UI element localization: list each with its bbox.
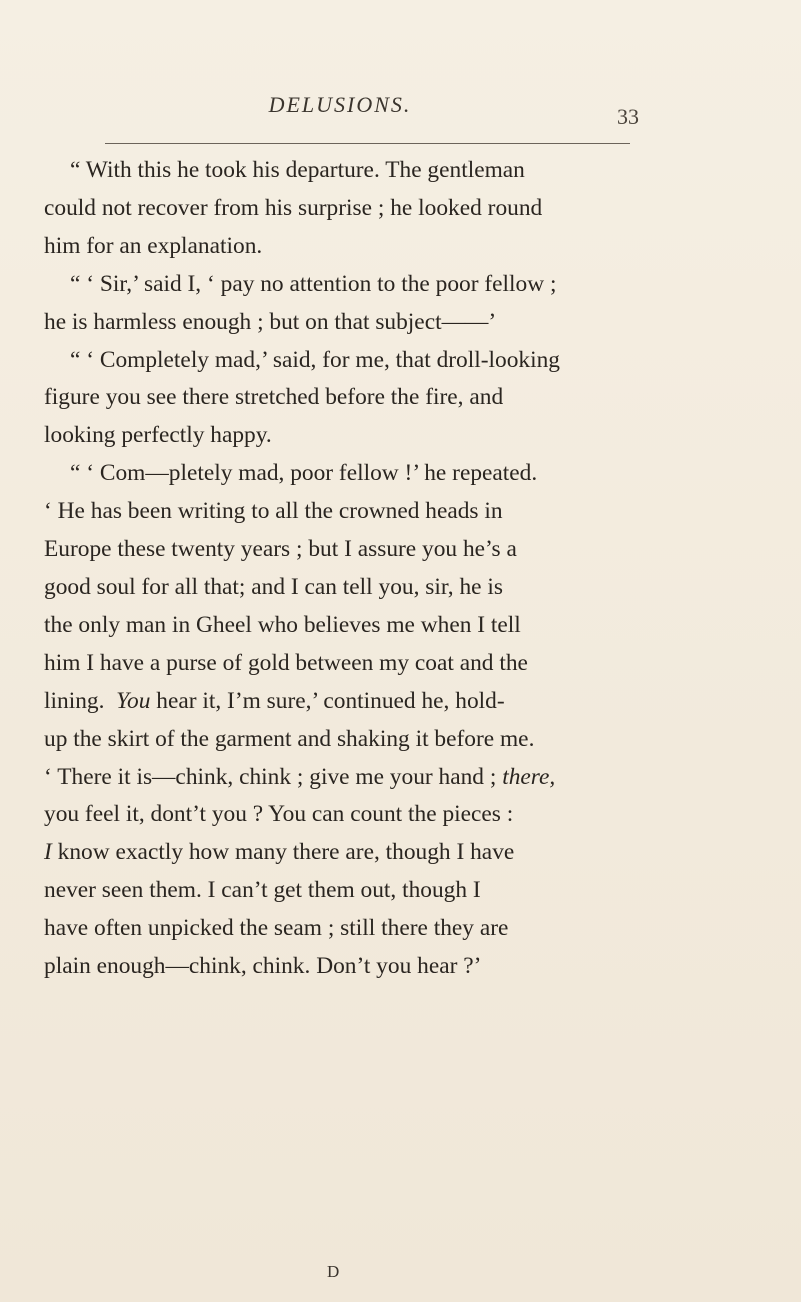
text-line: have often unpicked the seam ; still there they are: [44, 915, 509, 942]
text-line: him I have a purse of gold between my coat and the: [44, 649, 528, 676]
running-head: DELUSIONS.: [268, 92, 412, 117]
text-line: him for an explanation.: [44, 232, 263, 259]
text-line: looking perfectly happy.: [44, 422, 272, 449]
signature-mark: D: [327, 1262, 340, 1281]
text-line: [44, 834, 644, 872]
text-line: [44, 759, 644, 797]
text-line: plain enough—chink, chink. Don’t you hear ?’: [44, 953, 482, 980]
page-number: 33: [617, 104, 639, 129]
text-line: “ With this he took his departure. The gentleman: [70, 157, 525, 183]
text-line: he is harmless enough ; but on that subject——’: [44, 308, 497, 335]
header-rule: [105, 143, 630, 144]
body-text: [44, 152, 644, 986]
text-line: “ ‘ Com—pletely mad, poor fellow !’ he repeated.: [70, 460, 538, 487]
text-line: up the skirt of the garment and shaking it before me.: [44, 725, 535, 752]
text-line: “ ‘ Completely mad,’ said, for me, that droll-looking: [70, 346, 561, 373]
italic-word: there,: [502, 763, 556, 790]
text-line: Europe these twenty years ; but I assure you he’s a: [44, 536, 517, 563]
text-segment: ‘ There it is—chink, chink ; give me your hand ;: [44, 763, 497, 790]
italic-word: You: [116, 687, 151, 714]
text-line: good soul for all that; and I can tell you, sir, he is: [44, 573, 503, 600]
text-line: “ ‘ Sir,’ said I, ‘ pay no attention to the poor fellow ;: [70, 270, 557, 297]
text-line: you feel it, dont’t you ? You can count the pieces :: [44, 801, 514, 828]
text-segment: hear it, I’m sure,’ continued he, hold-: [156, 687, 505, 714]
italic-word: I: [44, 839, 52, 866]
text-line: the only man in Gheel who believes me when I tell: [44, 611, 521, 638]
text-line: could not recover from his surprise ; he looked round: [44, 194, 543, 221]
text-line: [44, 683, 644, 721]
text-line: figure you see there stretched before the fire, and: [44, 384, 504, 411]
text-line: ‘ He has been writing to all the crowned heads in: [44, 498, 503, 525]
text-segment: lining.: [44, 687, 105, 714]
text-line: never seen them. I can’t get them out, though I: [44, 877, 481, 904]
text-segment: know exactly how many there are, though I have: [57, 839, 515, 866]
